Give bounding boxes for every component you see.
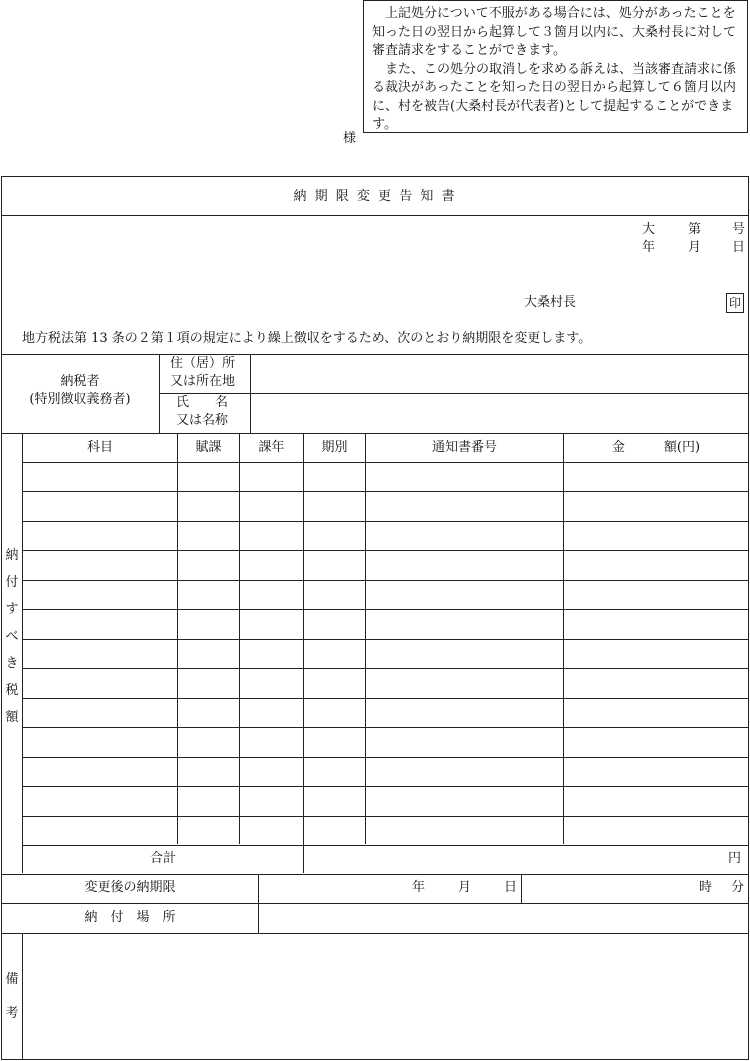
- table-row: [22, 668, 748, 669]
- honorific-label: 様: [343, 131, 357, 146]
- appeal-notice-paragraph-2: また、この処分の取消しを求める訴えは、当該審査請求に係る裁決があったことを知った日の翌日から起算して６箇月以内に、村を被告(大桑村長が代表者)として提起することができます。: [372, 61, 737, 132]
- table-row: [22, 727, 748, 728]
- new-deadline-month: 月: [458, 880, 472, 895]
- deadline-change-notice-form: [1, 176, 749, 1060]
- column-header-period: 期別: [321, 440, 348, 455]
- table-row: [22, 698, 748, 699]
- doc-no-prefix: 大: [642, 222, 656, 237]
- appeal-notice-box: [363, 0, 748, 133]
- address-sublabel: 又は所在地: [170, 374, 236, 389]
- new-deadline-year: 年: [412, 880, 426, 895]
- appeal-notice-paragraph-1: 上記処分について不服がある場合には、処分があったことを知った日の翌日から起算して３箇月以内に、大桑村長に対して審査請求をすることができます。: [372, 6, 737, 58]
- date-year: 年: [642, 240, 656, 255]
- table-row: [22, 816, 748, 817]
- table-row: [22, 639, 748, 640]
- doc-no-suffix: 号: [732, 222, 746, 237]
- divider: [2, 933, 748, 934]
- divider: [159, 393, 748, 394]
- column-header-assessment: 賦課: [195, 440, 222, 455]
- divider: [2, 433, 748, 434]
- divider: [22, 933, 23, 1059]
- divider: [521, 874, 522, 903]
- divider: [2, 903, 748, 904]
- taxpayer-sublabel: (特別徴収義務者): [29, 392, 131, 407]
- new-deadline-minute: 分: [731, 880, 745, 895]
- table-row: [22, 550, 748, 551]
- divider: [2, 354, 748, 355]
- divider: [22, 433, 23, 873]
- table-row: [22, 521, 748, 522]
- table-row: [22, 757, 748, 758]
- new-deadline-day: 日: [504, 880, 518, 895]
- column-header-subject: 科目: [86, 440, 113, 455]
- form-title: 納 期 限 変 更 告 知 書: [293, 189, 457, 204]
- table-row: [22, 462, 748, 463]
- total-unit: 円: [728, 851, 742, 866]
- address-label: 住（居）所: [170, 356, 236, 371]
- column-header-amount: 金 額(円): [611, 440, 701, 455]
- table-row: [22, 580, 748, 581]
- table-row: [22, 609, 748, 610]
- issuer-name: 大桑村長: [524, 295, 577, 310]
- total-label: 合計: [149, 851, 176, 866]
- divider: [2, 874, 748, 875]
- name-label: 氏 名: [176, 395, 229, 410]
- statement-text: 地方税法第 13 条の２第１項の規定により繰上徴収をするため、次のとおり納期限を変更します。: [22, 331, 592, 346]
- column-header-notice-number: 通知書番号: [431, 440, 497, 455]
- doc-no-mid: 第: [688, 222, 702, 237]
- name-sublabel: 又は名称: [176, 413, 229, 428]
- remarks-label: 備 考: [5, 972, 19, 1021]
- date-day: 日: [732, 240, 746, 255]
- seal-mark: 印: [726, 293, 744, 313]
- divider: [303, 433, 304, 873]
- payment-place-label: 納 付 場 所: [84, 910, 176, 925]
- date-month: 月: [688, 240, 702, 255]
- tax-section-label: 納 付 す べ き 税 額: [5, 548, 19, 725]
- new-deadline-label: 変更後の納期限: [84, 880, 176, 895]
- table-row: [22, 491, 748, 492]
- column-header-tax-year: 課年: [258, 440, 285, 455]
- table-row: [22, 845, 748, 846]
- new-deadline-hour: 時: [699, 880, 713, 895]
- table-row: [22, 786, 748, 787]
- taxpayer-label: 納税者: [60, 374, 100, 389]
- divider: [2, 215, 748, 216]
